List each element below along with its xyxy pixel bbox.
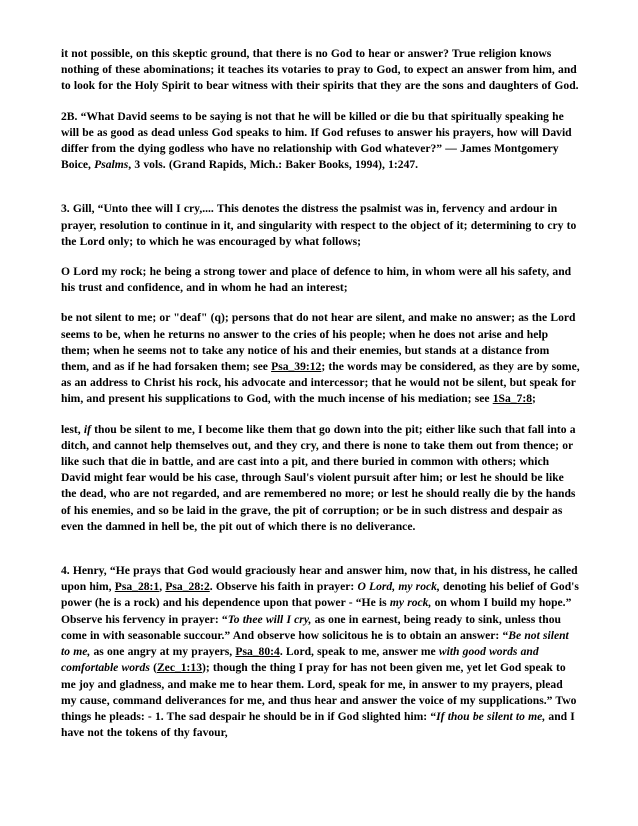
p6-if-italic: if: [83, 422, 91, 436]
p5-text-b: ; the words may be considered, as they are by some, as an address to Christ his rock, his advocate and intercessor; that he would not be silent, but speak for him, and present his supplications to God, with the much incense of his mediation; see: [61, 360, 580, 406]
p7-text-d: denoting his belief of God's power (he is a rock) and his dependence upon that power - “He is: [61, 580, 579, 610]
paragraph-2b-boice: [61, 109, 580, 174]
p7-italic-3: To thee will I cry,: [227, 612, 312, 626]
link-psa-28-2[interactable]: Psa_28:2: [165, 580, 210, 594]
p7-text-a: 4. Henry, “He prays that God would graciously hear and answer him, now that, in his distress, he called upon him,: [61, 564, 578, 594]
link-psa-80-4[interactable]: Psa_80:4: [235, 645, 280, 659]
p7-text-g: as one angry at my prayers,: [90, 645, 236, 659]
p7-text-e: on whom I build my hope.” Observe his fervency in prayer: “: [61, 596, 572, 626]
link-psa-28-1[interactable]: Psa_28:1: [114, 580, 160, 594]
paragraph-3-gill: 3. Gill, “Unto thee will I cry,.... This denotes the distress the psalmist was in, fervency and ardour in prayer, resolution to continue in it, and singularity with respect to the object of it; determining to cry to the Lord only; to which he was encouraged by what follows;: [61, 202, 577, 248]
p2-book-title: Psalms: [94, 158, 129, 172]
p7-text-c: . Observe his faith in prayer:: [209, 580, 358, 594]
paragraph-lest-if: [61, 422, 580, 535]
p7-text-k: and I have not the tokens of thy favour,: [61, 709, 575, 740]
link-zec-1-13[interactable]: Zec_1:13: [156, 661, 203, 675]
p7-italic-1: O Lord, my rock,: [357, 580, 440, 594]
p2-text-a: 2B. “What David seems to be saying is not that he will be killed or die bu that spiritually speaking he will be as good as dead unless God speaks to him. If God refuses to answer his prayers, how will David differ from the dying godless who have no relationship with God whatever?” — James Montgomery Boice,: [61, 109, 572, 172]
p7-text-j: ); though the thing I pray for has not been given me, yet let God speak to me joy and gladness, and make me to hear them. Lord, speak for me, in answer to my prayers, plead my cause, command deliverances for me, and thus hear and answer the voice of my supplications.” Two things he pleads: - 1. The sad despair he should be in if God slighted him: “: [61, 661, 577, 723]
paragraph-4-henry: [61, 563, 580, 741]
link-1sa-7-8[interactable]: 1Sa_7:8: [492, 392, 532, 406]
p7-text-b: ,: [159, 580, 166, 594]
p5-text-c: ;: [532, 392, 536, 406]
p7-text-h: . Lord, speak to me, answer me: [279, 645, 439, 659]
p7-text-f: as one in earnest, being ready to sink, unless thou come in with seasonable succour.” And observe how solicitous he is to obtain an answer: “: [61, 612, 561, 642]
p7-italic-6: If thou be silent to me,: [436, 709, 546, 723]
paragraph-1: it not possible, on this skeptic ground, that there is no God to hear or answer? True religion knows nothing of these abominations; it teaches its votaries to pray to God, to expect an answer from him, and to look for the Holy Spirit to bear witness with their spirits that they are the sons and daughters of God.: [61, 47, 579, 93]
p6-text-b: thou be silent to me, I become like them that go down into the pit; either like such that fall into a ditch, and cannot help themselves out, and they cry, and there is none to take them out from thence; or like such that die in battle, and are cast into a pit, and there buried in common with others; which David might fear would be his case, through Saul's violent pursuit after him; or lest he should be like the dead, who are not regarded, and are remembered no more; or lest he should really die by the hands of his enemies, and so be laid in the grave, the pit of corruption; or be in such distress and despair as even the damned in hell be, the pit out of which there is no deliverance.: [61, 422, 576, 533]
p2-text-b: , 3 vols. (Grand Rapids, Mich.: Baker Books, 1994), 1:247.: [128, 158, 419, 172]
p5-text-a: be not silent to me; or "deaf" (q); persons that do not hear are silent, and make no answer; as the Lord seems to be, when he returns no answer to the cries of his people; when he does not arise and help them; when he seems not to take any notice of his and their enemies, but stands at a distance from them, and as if he had forsaken them; see: [61, 311, 576, 374]
p7-italic-4: Be not silent to me,: [61, 628, 569, 659]
p6-text-a: lest,: [61, 422, 84, 436]
p7-italic-2: my rock,: [389, 596, 432, 610]
p7-text-i: (: [149, 661, 157, 675]
link-psa-39-12[interactable]: Psa_39:12: [271, 360, 322, 374]
p7-italic-5: with good words and comfortable words: [61, 645, 539, 675]
paragraph-o-lord-my-rock: O Lord my rock; he being a strong tower and place of defence to him, in whom were all his safety, and his trust and confidence, and in whom he had an interest;: [61, 265, 572, 295]
paragraph-be-not-silent: [61, 310, 580, 407]
